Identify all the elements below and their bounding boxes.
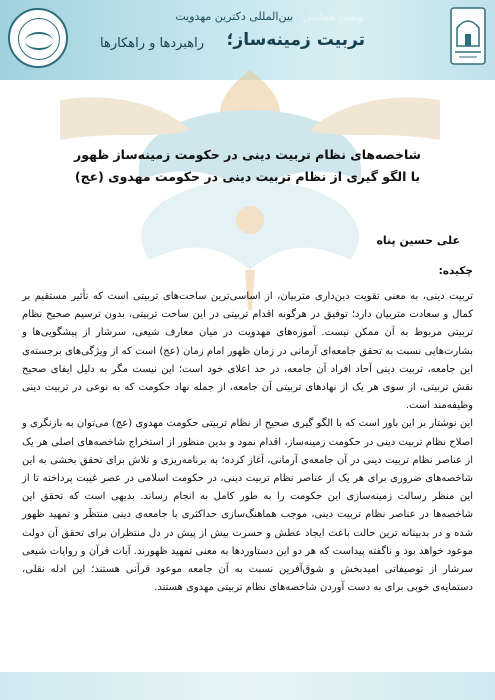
conference-subtitle: راهبردها و راهکارها [100, 36, 204, 51]
article-title-line2: با الگو گیری از نظام تربیت دینی در حکومت مهدوی (عج) [74, 169, 421, 184]
abstract-paragraph-2: این نوشتار بر این باور است که با الگو گیری صحیح از نظام تربیتی حکومت مهدوی (عج) می‌توان به بازنگری و اصلاح نظام تربیت دینی در حکومت زمینه‌ساز، اقدام نمود و بدین منظور از استخراج شاخصه‌های اصلی هر یک از عناصر نظام تربیت دینی در آن جامعه‌ی آرمانی، آغاز کرده؛ به برنامه‌ریزی و تلاش برای تحقق بخشی به این شاخصه‌های ضروری برای هر یک از عناصر نظام تربیت دینی، در حکومت اسلامی در عصر غیبت پرداخته تا از این منظر رسالت زمینه‌سازی این حکومت را به طور کامل به انجام رساند. بدیهی است که تحقق این شاخصه‌ها در عناصر نظام تربیت دینی، موجب هماهنگ‌سازی حداکثری با جامعه‌ی دینی منتظَر و تمهید ظهور شده و در بدبینانه ترین حالت باعث ایجاد عطش و حسرت بیش از پیش در دل منتظران برای تحقق آن دولت موعود خواهد بود و ناگفته پیداست که هر دو این دستاوردها به معنی تمهید ظهورند. آیات قرآن و روایات شیعی سرشار از توصیفاتی امیدبخش و شوق‌آفرین نسبت به آن جامعه موعود قرآنی هستند؛ این ادله نقلی، دستمایه‌ی خوبی برای به دست آوردن شاخصه‌های نظام تربیتی مهدوی هستند. [22, 418, 473, 594]
conference-name: بین‌المللی دکترین مهدویت [175, 10, 294, 23]
footer-band [0, 672, 495, 700]
seal-calligraphy [25, 32, 53, 50]
conference-seal-icon [8, 8, 68, 68]
conference-edition [175, 10, 365, 23]
abstract-label: چکیده: [438, 265, 473, 277]
author-name: علی حسین پناه [376, 234, 460, 247]
institute-logo-icon [449, 6, 487, 66]
article-title-line1: شاخصه‌های نظام تربیت دینی در حکومت زمینه‌ساز ظهور [74, 147, 421, 162]
decorative-ornament [60, 70, 440, 310]
conference-edition-faded: نهمین همایش [302, 10, 365, 23]
abstract-paragraph-1: تربیت دینی، به معنی تقویت دین‌داری متربیان، از اساسی‌ترین ساحت‌های تربیتی است که تأثیر مستقیم بر کمال و سعادت متربیان دارد؛ توفیق در هرگونه اقدام تربیتی در این ساحت تربیتی، بدون ترسیم صحیح نظام تربیتی مربوط به آن ممکن نیست. آموزه‌های مهدویت در میان معارف شیعی، سرشار از پیشگویی‌ها و بشارت‌هایی نسبت به تحقق جامعه‌ای آرمانی در زمان ظهور امام زمان (عج) است که از ویژگی‌های برجسته‌ی این جامعه، تربیت دینی آحاد افراد آن جامعه، در حد اعلای خود است؛ این نیست مگر به دلیل ایفای صحیح نقش تربیتی، از سوی هر یک از نهادهای تربیتی آن جامعه، از جمله نهاد حکومت که به نوعی در تربیت دینی وظیفه‌مند است. [22, 291, 473, 412]
article-title [30, 144, 465, 188]
abstract-body [22, 288, 473, 597]
conference-header [0, 0, 495, 80]
conference-title: تربیت زمینه‌ساز؛ [226, 30, 365, 50]
